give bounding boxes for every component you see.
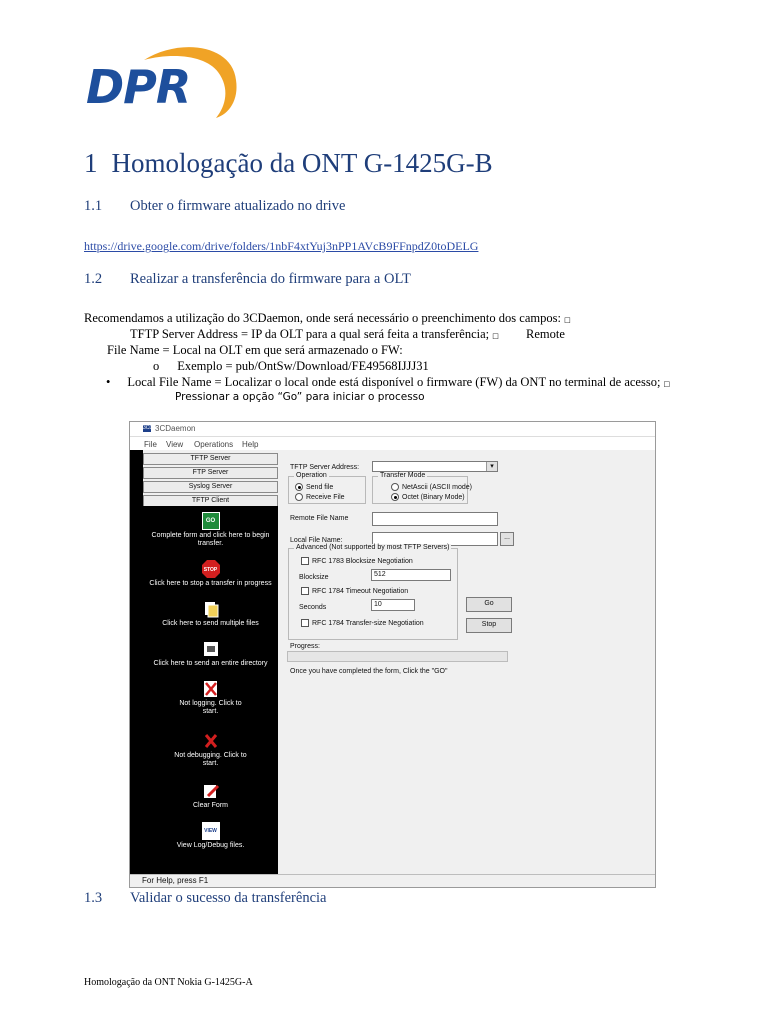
body-line-1	[84, 311, 571, 326]
dir-label: Click here to send an entire directory	[153, 660, 268, 667]
nav-ftp-server[interactable]: FTP Server	[143, 467, 278, 479]
body-line-4	[153, 359, 429, 374]
statusbar	[130, 874, 655, 887]
send-label: Send file	[306, 483, 334, 491]
transfer-mode-group	[372, 472, 473, 504]
go-label: Complete form and click here to begin transfer.	[151, 532, 270, 547]
section-number: 1.3	[84, 890, 103, 906]
body-line-2	[130, 327, 565, 342]
debugging-label: Not debugging. Click to start.	[174, 752, 247, 767]
send-multiple-action[interactable]	[143, 600, 278, 628]
operation-group	[288, 472, 366, 504]
multiple-files-icon	[202, 600, 220, 618]
advanced-label: Advanced (Not supported by most TFTP Servers)	[296, 544, 450, 551]
radio-selected-icon	[295, 483, 303, 491]
remote-file-label: Remote File Name	[290, 515, 349, 522]
body-line-6: Pressionar a opção “Go” para iniciar o processo	[175, 391, 425, 403]
section-1-3-heading	[84, 890, 326, 907]
stop-button[interactable]: Stop	[466, 618, 512, 633]
list-marker: o	[153, 359, 160, 373]
tftp-client-form	[282, 450, 655, 875]
rfc1783-label: RFC 1783 Blocksize Negotiation	[312, 557, 413, 565]
nav-tftp-server[interactable]: TFTP Server	[143, 453, 278, 465]
body-text: Remote	[526, 327, 565, 341]
menu-operations[interactable]: Operations	[194, 440, 234, 449]
progress-bar	[287, 651, 508, 662]
list-marker: •	[106, 375, 111, 389]
stop-label: Click here to stop a transfer in progress	[149, 580, 272, 587]
app-icon: 3CD	[143, 425, 154, 431]
body-text: Local File Name = Localizar o local onde está disponível o firmware (FW) da ONT no terminal de acesso;	[127, 375, 664, 389]
menubar	[130, 437, 655, 450]
section-title: Homologação da ONT G-1425G-B	[111, 148, 493, 178]
checkbox-icon	[301, 619, 309, 627]
box-glyph: □	[492, 332, 499, 340]
rfc1784-label: RFC 1784 Timeout Negotiation	[312, 587, 409, 595]
section-title: Realizar a transferência do firmware para a OLT	[130, 271, 411, 287]
section-number: 1.1	[84, 198, 103, 214]
checkbox-icon	[301, 587, 309, 595]
radio-selected-icon	[391, 493, 399, 501]
section-1-1-heading	[84, 198, 345, 215]
mode-label: Transfer Mode	[380, 472, 426, 479]
browse-button[interactable]: ...	[500, 532, 514, 546]
blocksize-input[interactable]: 512	[371, 569, 451, 581]
debugging-action[interactable]	[143, 732, 278, 768]
body-line-3: File Name = Local na OLT em que será armazenado o FW:	[107, 343, 403, 357]
nav-syslog-server[interactable]: Syslog Server	[143, 481, 278, 493]
logging-label: Not logging. Click to start.	[179, 700, 242, 715]
body-line-5	[106, 375, 670, 390]
view-log-action[interactable]	[143, 822, 278, 850]
rfc1783-checkbox[interactable]	[301, 557, 413, 565]
section-1-heading	[84, 148, 493, 179]
advanced-group	[288, 544, 458, 640]
checkbox-icon	[301, 557, 309, 565]
netascii-radio[interactable]	[391, 483, 472, 491]
log-label: View Log/Debug files.	[176, 842, 245, 849]
netascii-label: NetAscii (ASCII mode)	[402, 483, 473, 491]
page-footer: Homologação da ONT Nokia G-1425G-A	[84, 977, 253, 988]
server-address-select[interactable]	[372, 461, 498, 472]
send-directory-action[interactable]	[143, 640, 278, 668]
3cdaemon-screenshot	[129, 421, 656, 888]
logging-action[interactable]	[143, 680, 278, 716]
section-number: 1.2	[84, 271, 103, 287]
go-icon: GO	[202, 512, 220, 530]
menu-view[interactable]: View	[166, 440, 184, 449]
left-strip	[130, 450, 143, 875]
body-text: Exemplo = pub/OntSw/Download/FE49568IJJJ31	[177, 359, 429, 373]
view-log-icon: VIEW	[202, 822, 220, 840]
multi-label: Click here to send multiple files	[162, 620, 259, 627]
box-glyph: □	[564, 316, 571, 324]
radio-icon	[391, 483, 399, 491]
octet-label: Octet (Binary Mode)	[402, 493, 465, 501]
receive-label: Receive File	[306, 493, 345, 501]
section-title: Validar o sucesso da transferência	[130, 890, 327, 906]
status-message: Once you have completed the form, Click the "GO"	[290, 668, 448, 675]
go-action[interactable]	[143, 512, 278, 548]
receive-file-radio[interactable]	[295, 493, 345, 501]
box-glyph: □	[663, 380, 671, 388]
drive-link[interactable]: https://drive.google.com/drive/folders/1nbF4xtYuj3nPP1AVcB9FFnpdZ0toDELG	[84, 239, 479, 253]
dpr-logo	[84, 38, 244, 122]
menu-file[interactable]: File	[144, 440, 157, 449]
server-address-label: TFTP Server Address:	[290, 464, 360, 471]
chevron-down-icon[interactable]: ▾	[486, 462, 497, 471]
stop-icon-text: STOP	[203, 567, 218, 573]
clear-form-action[interactable]	[143, 782, 278, 810]
send-file-radio[interactable]	[295, 483, 333, 491]
seconds-label: Seconds	[299, 604, 327, 611]
sidebar	[143, 506, 278, 875]
remote-file-input[interactable]	[372, 512, 498, 526]
progress-label: Progress:	[290, 643, 320, 650]
seconds-input[interactable]: 10	[371, 599, 415, 611]
operation-label: Operation	[296, 472, 327, 479]
section-1-2-heading	[84, 271, 411, 288]
rfc1784-size-checkbox[interactable]	[301, 619, 424, 627]
window-titlebar	[130, 422, 655, 437]
rfc1784-timeout-checkbox[interactable]	[301, 587, 408, 595]
clear-form-icon	[202, 782, 220, 800]
blocksize-label: Blocksize	[299, 574, 329, 581]
status-text: For Help, press F1	[142, 876, 209, 885]
menu-help[interactable]: Help	[242, 440, 259, 449]
clear-label: Clear Form	[192, 802, 228, 809]
body-text: Recomendamos a utilização do 3CDaemon, onde será necessário o preenchimento dos campos:	[84, 311, 565, 325]
directory-icon	[202, 640, 220, 658]
stop-action[interactable]	[143, 560, 278, 588]
rfc1784b-label: RFC 1784 Transfer-size Negotiation	[312, 619, 424, 627]
local-file-label: Local File Name:	[290, 537, 343, 544]
octet-radio[interactable]	[391, 493, 465, 501]
debugging-icon	[202, 732, 220, 750]
section-number: 1	[84, 148, 98, 178]
window-title: 3CDaemon	[155, 424, 196, 433]
logging-icon	[202, 680, 220, 698]
section-title: Obter o firmware atualizado no drive	[130, 198, 346, 214]
go-button[interactable]: Go	[466, 597, 512, 612]
radio-icon	[295, 493, 303, 501]
nav-tftp-client[interactable]: TFTP Client	[143, 495, 278, 507]
body-text: TFTP Server Address = IP da OLT para a qual será feita a transferência;	[130, 327, 493, 341]
logo-text: DPR	[86, 60, 191, 114]
